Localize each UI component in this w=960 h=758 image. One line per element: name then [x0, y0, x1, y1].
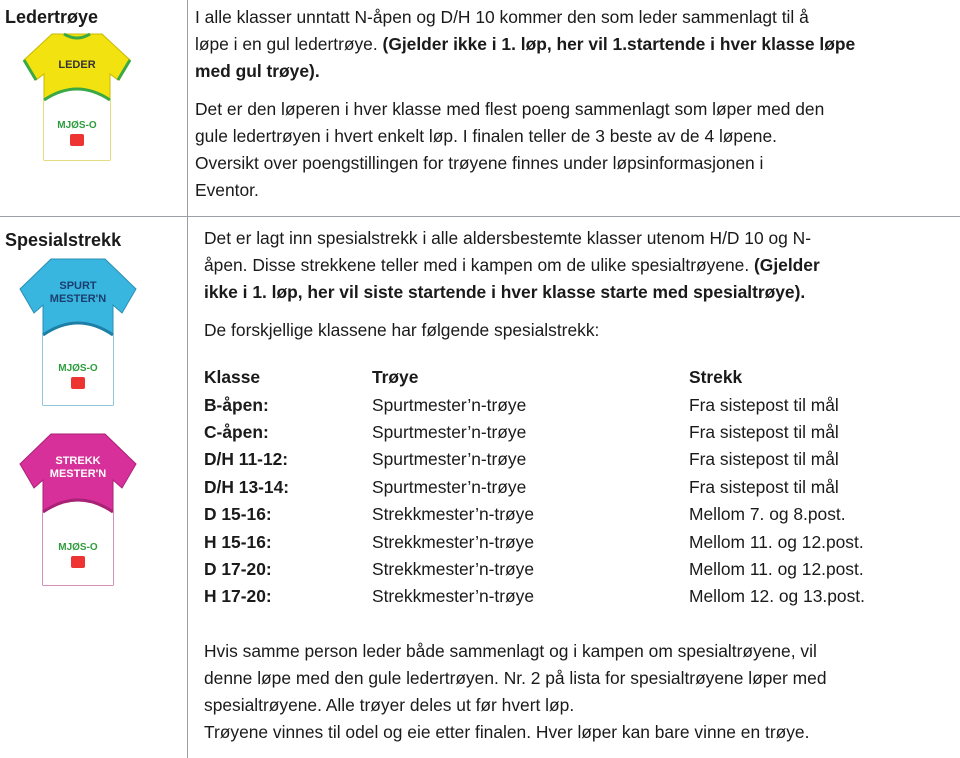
cell-klasse: D/H 11-12:	[204, 449, 289, 470]
spurt-jersey-line-2: MESTER'N	[49, 293, 107, 305]
leder-p2-line-4: Eventor.	[195, 180, 259, 200]
cell-troye: Spurtmester’n-trøye	[372, 476, 527, 497]
spesialstrekk-table	[204, 364, 865, 611]
leder-p2-line-3: Oversikt over poengstillingen for trøyene finnes under løpsinformasjonen i	[195, 153, 764, 173]
spesial-line-1: Det er lagt inn spesialstrekk i alle aldersbestemte klasser utenom H/D 10 og N-	[204, 228, 812, 248]
table-row	[204, 583, 865, 610]
after-line-1: Hvis samme person leder både sammenlagt og i kampen om spesialtrøyene, vil	[204, 641, 817, 661]
row-divider	[0, 216, 960, 217]
after-line-4: Trøyene vinnes til odel og eie etter finalen. Hver løper kan bare vinne en trøye.	[204, 722, 810, 742]
leder-line-2: løpe i en gul ledertrøye. (Gjelder ikke i 1. løp, her vil 1.startende i hver klasse løpe	[195, 34, 856, 54]
leder-p2-line-2: gule ledertrøyen i hvert enkelt løp. I finalen teller de 3 beste av de 4 løpene.	[195, 126, 777, 146]
spesial-line-3: ikke i 1. løp, her vil siste startende i hver klasse starte med spesialtrøye).	[204, 282, 806, 302]
cell-strekk: Fra sistepost til mål	[689, 394, 839, 415]
col-header-klasse: Klasse	[204, 367, 261, 388]
cell-strekk: Fra sistepost til mål	[689, 421, 839, 442]
cell-troye: Spurtmester’n-trøye	[372, 421, 527, 442]
spurt-jersey-line-1: SPURT	[59, 280, 97, 292]
cell-klasse: D 17-20:	[204, 558, 272, 579]
yellow-leader-jersey-image	[22, 30, 132, 165]
table-row	[204, 391, 865, 418]
cell-troye: Strekkmester’n-trøye	[372, 504, 535, 525]
cell-klasse: D/H 13-14:	[204, 476, 290, 497]
after-line-3: spesialtrøyene. Alle trøyer deles ut før hvert løp.	[204, 695, 575, 715]
mjoso-logo-text: MJØS-O	[57, 120, 97, 131]
spesial-closing-text	[204, 638, 827, 746]
leder-line-1: I alle klasser unntatt N-åpen og D/H 10 kommer den som leder sammenlagt til å	[195, 7, 809, 27]
cell-strekk: Fra sistepost til mål	[689, 476, 839, 497]
magenta-strekkmester-jersey-image	[18, 430, 138, 590]
cell-klasse: C-åpen:	[204, 421, 269, 442]
cell-troye: Spurtmester’n-trøye	[372, 394, 527, 415]
leder-p2-line-1: Det er den løperen i hver klasse med flest poeng sammenlagt som løper med den	[195, 99, 825, 119]
cell-klasse: H 17-20:	[204, 586, 272, 607]
col-header-strekk: Strekk	[689, 367, 743, 388]
cell-klasse: D 15-16:	[204, 504, 272, 525]
leder-description	[195, 4, 960, 204]
cell-troye: Strekkmester’n-trøye	[372, 558, 535, 579]
cell-strekk: Fra sistepost til mål	[689, 449, 839, 470]
spesial-intro: De forskjellige klassene har følgende spesialstrekk:	[204, 320, 600, 340]
leder-line-3: med gul trøye).	[195, 61, 320, 81]
cell-troye: Spurtmester’n-trøye	[372, 449, 527, 470]
spesial-description	[204, 225, 960, 344]
table-header-row	[204, 364, 865, 391]
cell-klasse: H 15-16:	[204, 531, 272, 552]
cell-strekk: Mellom 7. og 8.post.	[689, 504, 846, 525]
cell-strekk: Mellom 11. og 12.post.	[689, 558, 864, 579]
column-divider	[187, 0, 188, 758]
mjoso-logo-text: MJØS-O	[58, 542, 98, 553]
label-ledertroye: Ledertrøye	[5, 7, 99, 27]
strekk-jersey-line-2: MESTER'N	[49, 468, 107, 480]
mjoso-logo-text: MJØS-O	[58, 363, 98, 374]
table-row	[204, 446, 865, 473]
col-header-troye: Trøye	[372, 367, 419, 388]
strekk-jersey-line-1: STREKK	[55, 455, 101, 467]
table-row	[204, 528, 865, 555]
cell-strekk: Mellom 11. og 12.post.	[689, 531, 864, 552]
cell-troye: Strekkmester’n-trøye	[372, 531, 535, 552]
cell-klasse: B-åpen:	[204, 394, 269, 415]
table-row	[204, 419, 865, 446]
after-line-2: denne løpe med den gule ledertrøyen. Nr. 2 på lista for spesialtrøyene løper med	[204, 668, 827, 688]
label-spesialstrekk: Spesialstrekk	[5, 230, 122, 250]
cyan-spurtmester-jersey-image	[18, 255, 138, 410]
cell-strekk: Mellom 12. og 13.post.	[689, 586, 865, 607]
cell-troye: Strekkmester’n-trøye	[372, 586, 535, 607]
table-row	[204, 501, 865, 528]
table-row	[204, 474, 865, 501]
leder-jersey-text: LEDER	[58, 59, 96, 71]
spesial-line-2: åpen. Disse strekkene teller med i kampen om de ulike spesialtrøyene. (Gjelder	[204, 255, 820, 275]
table-row	[204, 556, 865, 583]
